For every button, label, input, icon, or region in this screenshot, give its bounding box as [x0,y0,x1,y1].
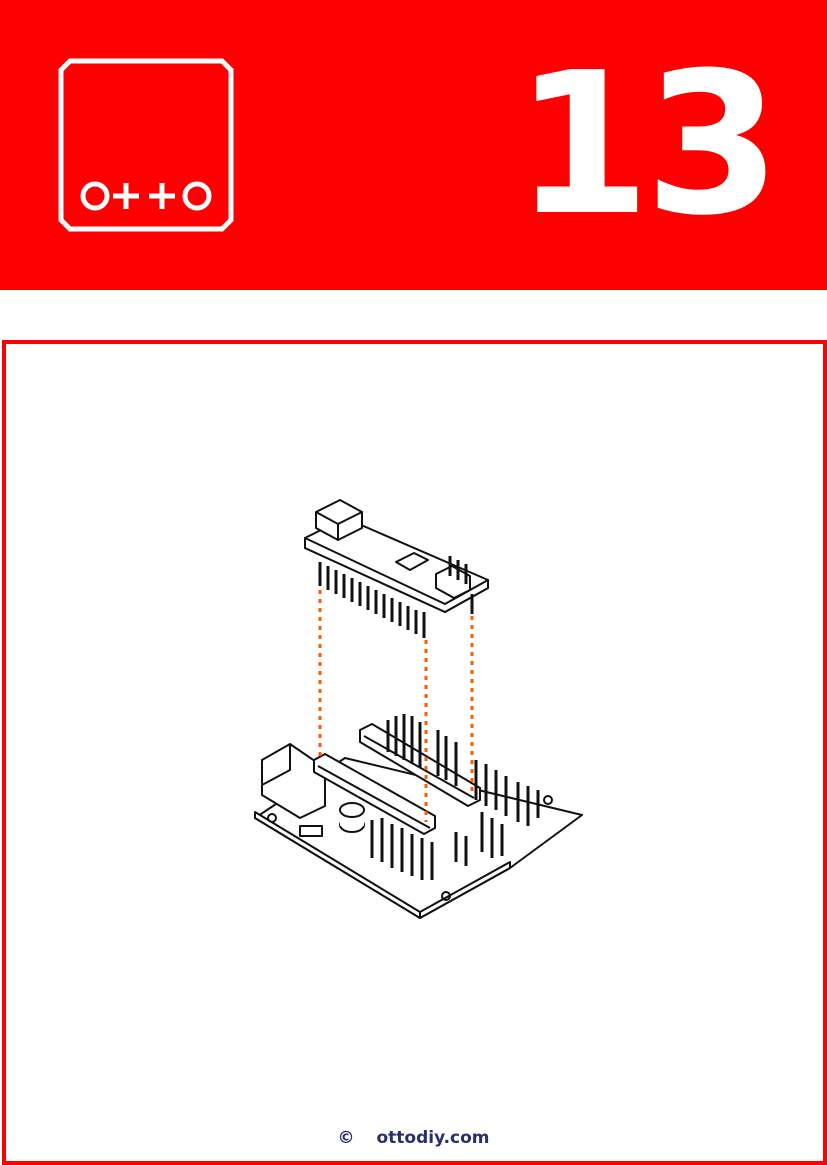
arduino-nano-on-shield-illustration [240,490,600,930]
copyright-symbol: © [337,1128,355,1148]
footer [0,1128,827,1148]
otto-logo-icon [58,58,234,232]
website-link[interactable]: ottodiy.com [376,1128,490,1148]
step-number: 13 [514,31,775,259]
step-header [0,0,827,290]
